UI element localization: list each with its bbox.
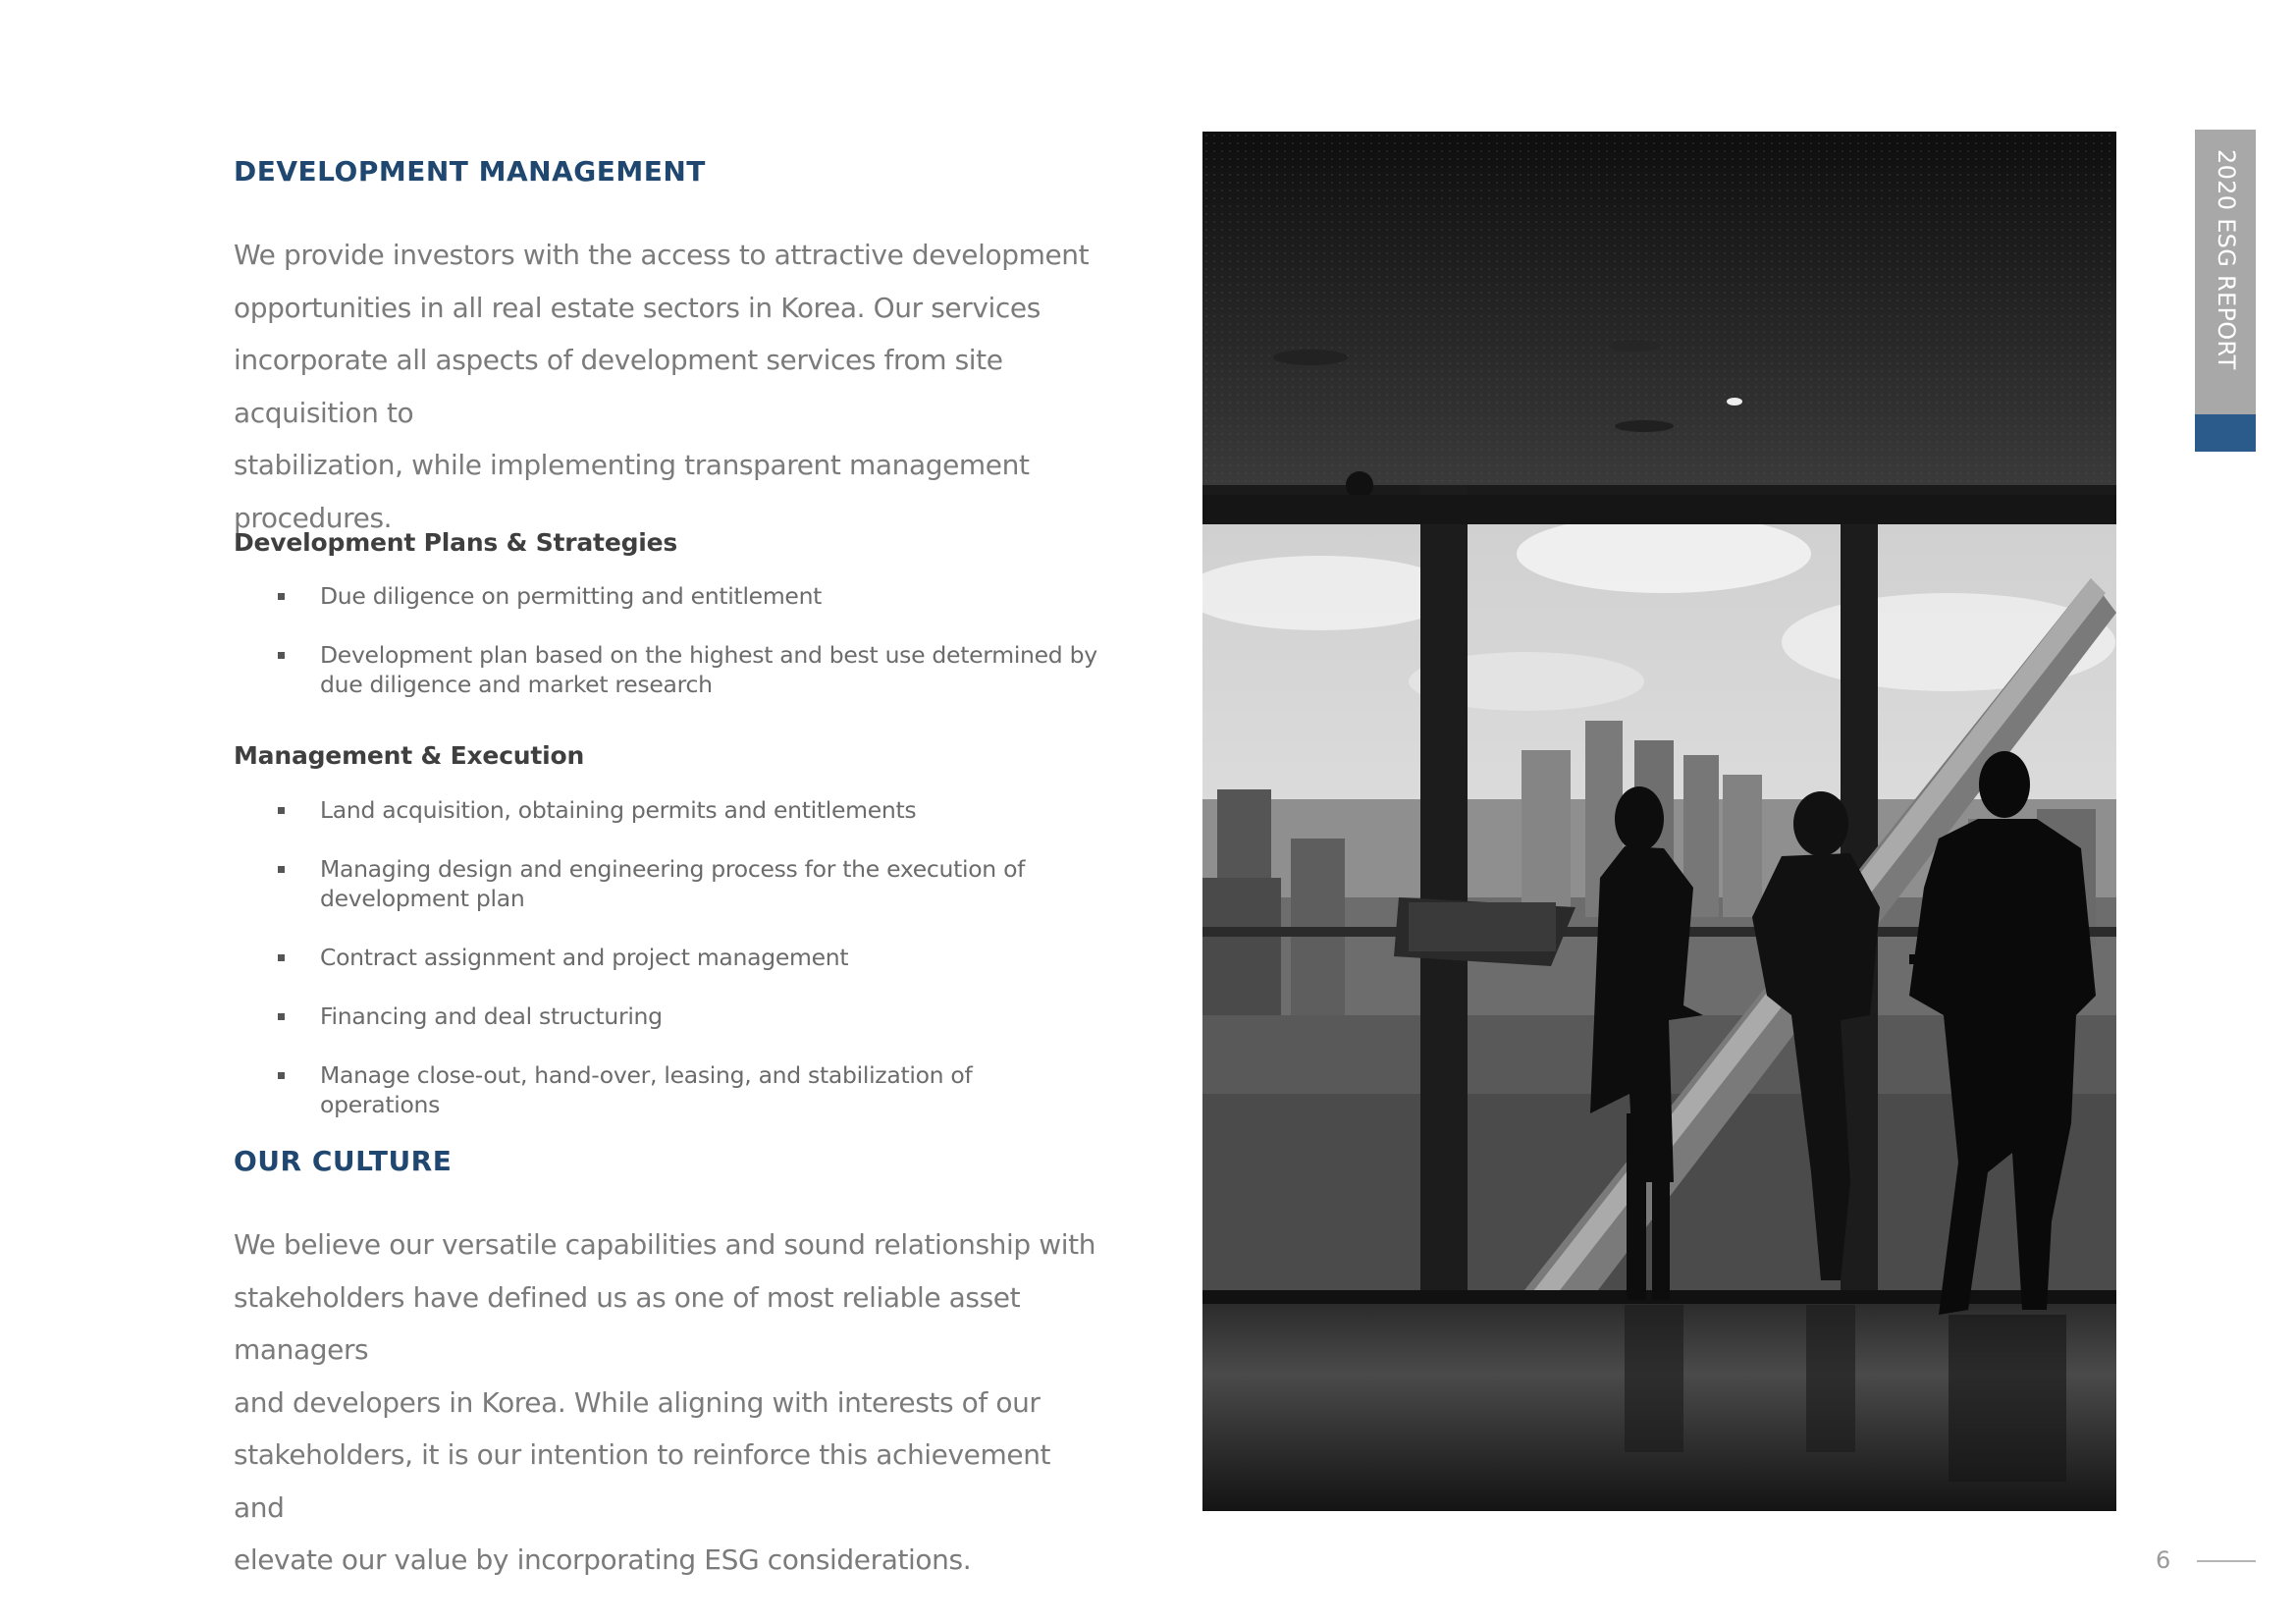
list-item: Financing and deal structuring <box>234 1001 1097 1031</box>
subheading-management: Management & Execution <box>234 741 585 770</box>
skyline-silhouette-image <box>1202 132 2116 1511</box>
paragraph-line: stakeholders, it is our intention to reinforce this achievement and <box>234 1438 1051 1524</box>
page-number: 6 <box>2156 1546 2171 1574</box>
plans-list <box>234 581 1097 699</box>
paragraph-line: opportunities in all real estate sectors in Korea. Our services <box>234 291 1041 324</box>
section-heading-culture: OUR CULTURE <box>234 1145 453 1177</box>
square-bullet-icon <box>278 807 285 814</box>
paragraph-line: We provide investors with the access to attractive development <box>234 239 1090 271</box>
list-item: Development plan based on the highest and best use determined by due diligence and market research <box>234 640 1097 699</box>
side-tab-label: 2020 ESG REPORT <box>2213 149 2240 370</box>
square-bullet-icon <box>278 593 285 600</box>
side-tab-accent <box>2195 414 2256 452</box>
paragraph-line: elevate our value by incorporating ESG considerations. <box>234 1543 972 1576</box>
square-bullet-icon <box>278 1072 285 1079</box>
square-bullet-icon <box>278 954 285 961</box>
paragraph-line: and developers in Korea. While aligning with interests of our <box>234 1385 1041 1419</box>
paragraph-line: stakeholders have defined us as one of most reliable asset managers <box>234 1280 1021 1366</box>
culture-paragraph <box>234 1218 1097 1587</box>
list-item: Due diligence on permitting and entitlement <box>234 581 1097 611</box>
list-item: Manage close-out, hand-over, leasing, and stabilization of operations <box>234 1060 1097 1119</box>
subheading-plans: Development Plans & Strategies <box>234 528 678 557</box>
paragraph-line: stabilization, while implementing transparent management <box>234 449 1030 481</box>
square-bullet-icon <box>278 1013 285 1020</box>
paragraph-line: incorporate all aspects of development services from site acquisition to <box>234 344 1003 429</box>
list-item: Managing design and engineering process for the execution of development plan <box>234 854 1097 913</box>
paragraph-line: procedures. <box>234 501 393 534</box>
office-skyline-photo <box>1202 132 2116 1511</box>
section-heading-development: DEVELOPMENT MANAGEMENT <box>234 155 706 188</box>
page-number-rule <box>2197 1560 2256 1562</box>
paragraph-line: We believe our versatile capabilities and sound relationship with <box>234 1228 1096 1261</box>
development-paragraph <box>234 229 1097 544</box>
list-item: Contract assignment and project management <box>234 943 1097 972</box>
square-bullet-icon <box>278 866 285 873</box>
management-list <box>234 795 1097 1119</box>
list-item: Land acquisition, obtaining permits and entitlements <box>234 795 1097 825</box>
square-bullet-icon <box>278 652 285 659</box>
